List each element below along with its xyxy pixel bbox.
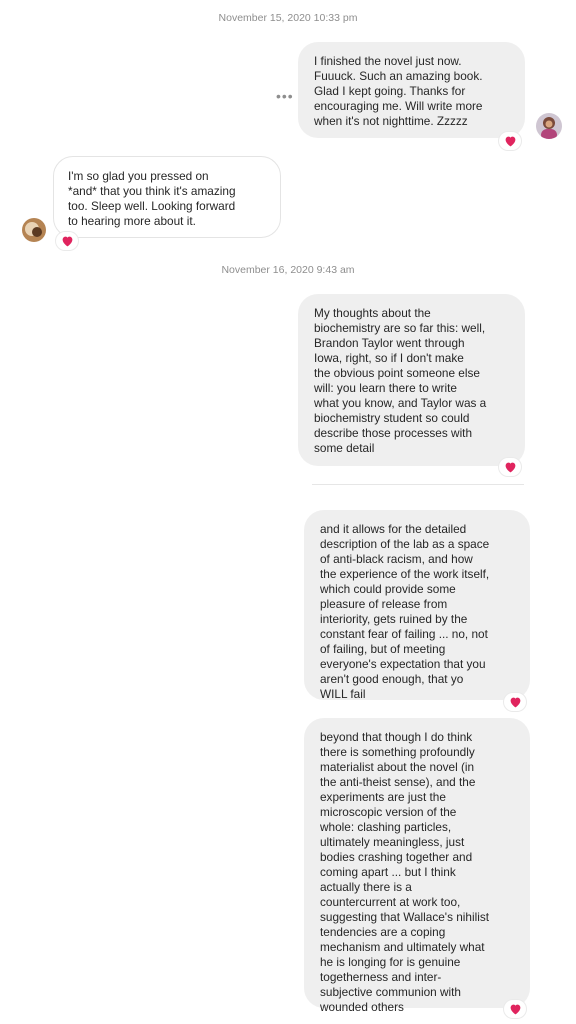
message-bubble[interactable]: I finished the novel just now. Fuuuck. Such an amazing book. Glad I kept going. Thanks for encouraging me. Will write more when it's not nighttime. Zzzzz [298, 42, 525, 138]
heart-icon [504, 135, 517, 147]
heart-icon [509, 1003, 522, 1015]
avatar[interactable] [22, 218, 46, 242]
heart-reaction[interactable] [499, 132, 521, 150]
message-bubble[interactable]: I'm so glad you pressed on *and* that you think it's amazing too. Sleep well. Looking forward to hearing more about it. [53, 156, 281, 238]
message-bubble[interactable]: beyond that though I do think there is something profoundly materialist about the novel (in the anti-theist sense), and the experiments are just the microscopic version of the whole: clashing particles, ultimately meaningless, just bodies crashing together and coming apart ... but I think actually there is a countercurrent at work too, suggesting that Wallace's nihilist tendencies are a coping mechanism and ultimately what he is longing for is genuine togetherness and inter- subjective communion with wounded others [304, 718, 530, 1008]
message-bubble[interactable]: My thoughts about the biochemistry are so far this: well, Brandon Taylor went through Iowa, right, so if I don't make the obvious point someone else will: you learn there to write what you know, and Taylor was a biochemistry student so could describe those processes with some detail [298, 294, 525, 466]
timestamp: November 16, 2020 9:43 am [221, 264, 355, 276]
heart-reaction[interactable] [504, 1000, 526, 1018]
heart-icon [509, 696, 522, 708]
heart-reaction[interactable] [499, 458, 521, 476]
avatar[interactable] [536, 113, 562, 139]
more-options-icon[interactable]: ••• [276, 88, 294, 104]
heart-reaction[interactable] [504, 693, 526, 711]
heart-icon [61, 235, 74, 247]
divider [312, 484, 524, 485]
heart-icon [504, 461, 517, 473]
heart-reaction[interactable] [56, 232, 78, 250]
message-bubble[interactable]: and it allows for the detailed description of the lab as a space of anti-black racism, and how the experience of the work itself, which could provide some pleasure of release from interiority, gets ruined by the constant fear of failing ... no, not of failing, but of meeting everyone's expectation that you aren't good enough, that yo WILL fail [304, 510, 530, 700]
timestamp: November 15, 2020 10:33 pm [218, 12, 358, 24]
